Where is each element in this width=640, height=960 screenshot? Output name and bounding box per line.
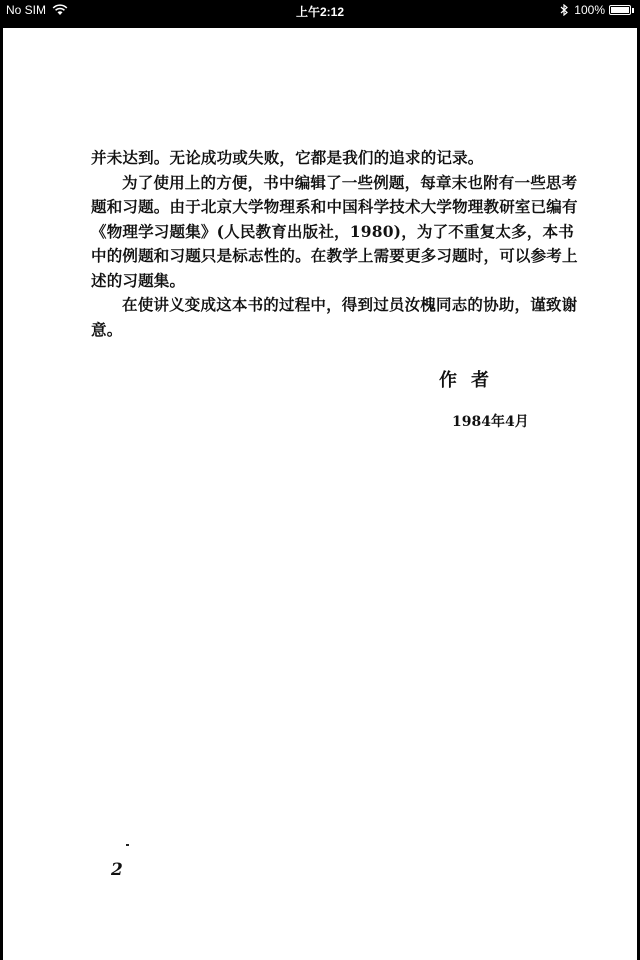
scan-speck [126,844,129,846]
paragraph: 并未达到。无论成功或失败，它都是我们的追求的记录。 [91,148,484,167]
status-time: 上午2:12 [295,5,345,19]
battery-level-fill [611,7,629,13]
page-body-text [91,146,587,342]
carrier-label: No SIM [6,3,47,17]
book-page[interactable] [3,28,637,960]
bluetooth-icon [560,4,568,16]
paragraph: 为了使用上的方便，书中编辑了一些例题，每章末也附有一些思考题和习题。由于北京大学物理系和中国科学技术大学物理教研室已编有《物理学习题集》(人民教育出版社，1980)，为了不重复太多，本书中的例题和习题只是标志性的。在教学上需要更多习题时，可以参考上述的习题集。 [91,172,578,290]
battery-icon [609,5,631,15]
battery-percent: 100% [574,3,605,17]
status-bar [0,0,640,20]
page-number: 2 [111,860,123,880]
author-signature: 作者 [439,370,503,391]
preface-date: 1984年4月 [452,414,529,430]
battery-tip [632,8,634,13]
status-right [560,3,634,17]
paragraph: 在使讲义变成这本书的过程中，得到过员汝槐同志的协助，谨致谢意。 [91,295,578,339]
